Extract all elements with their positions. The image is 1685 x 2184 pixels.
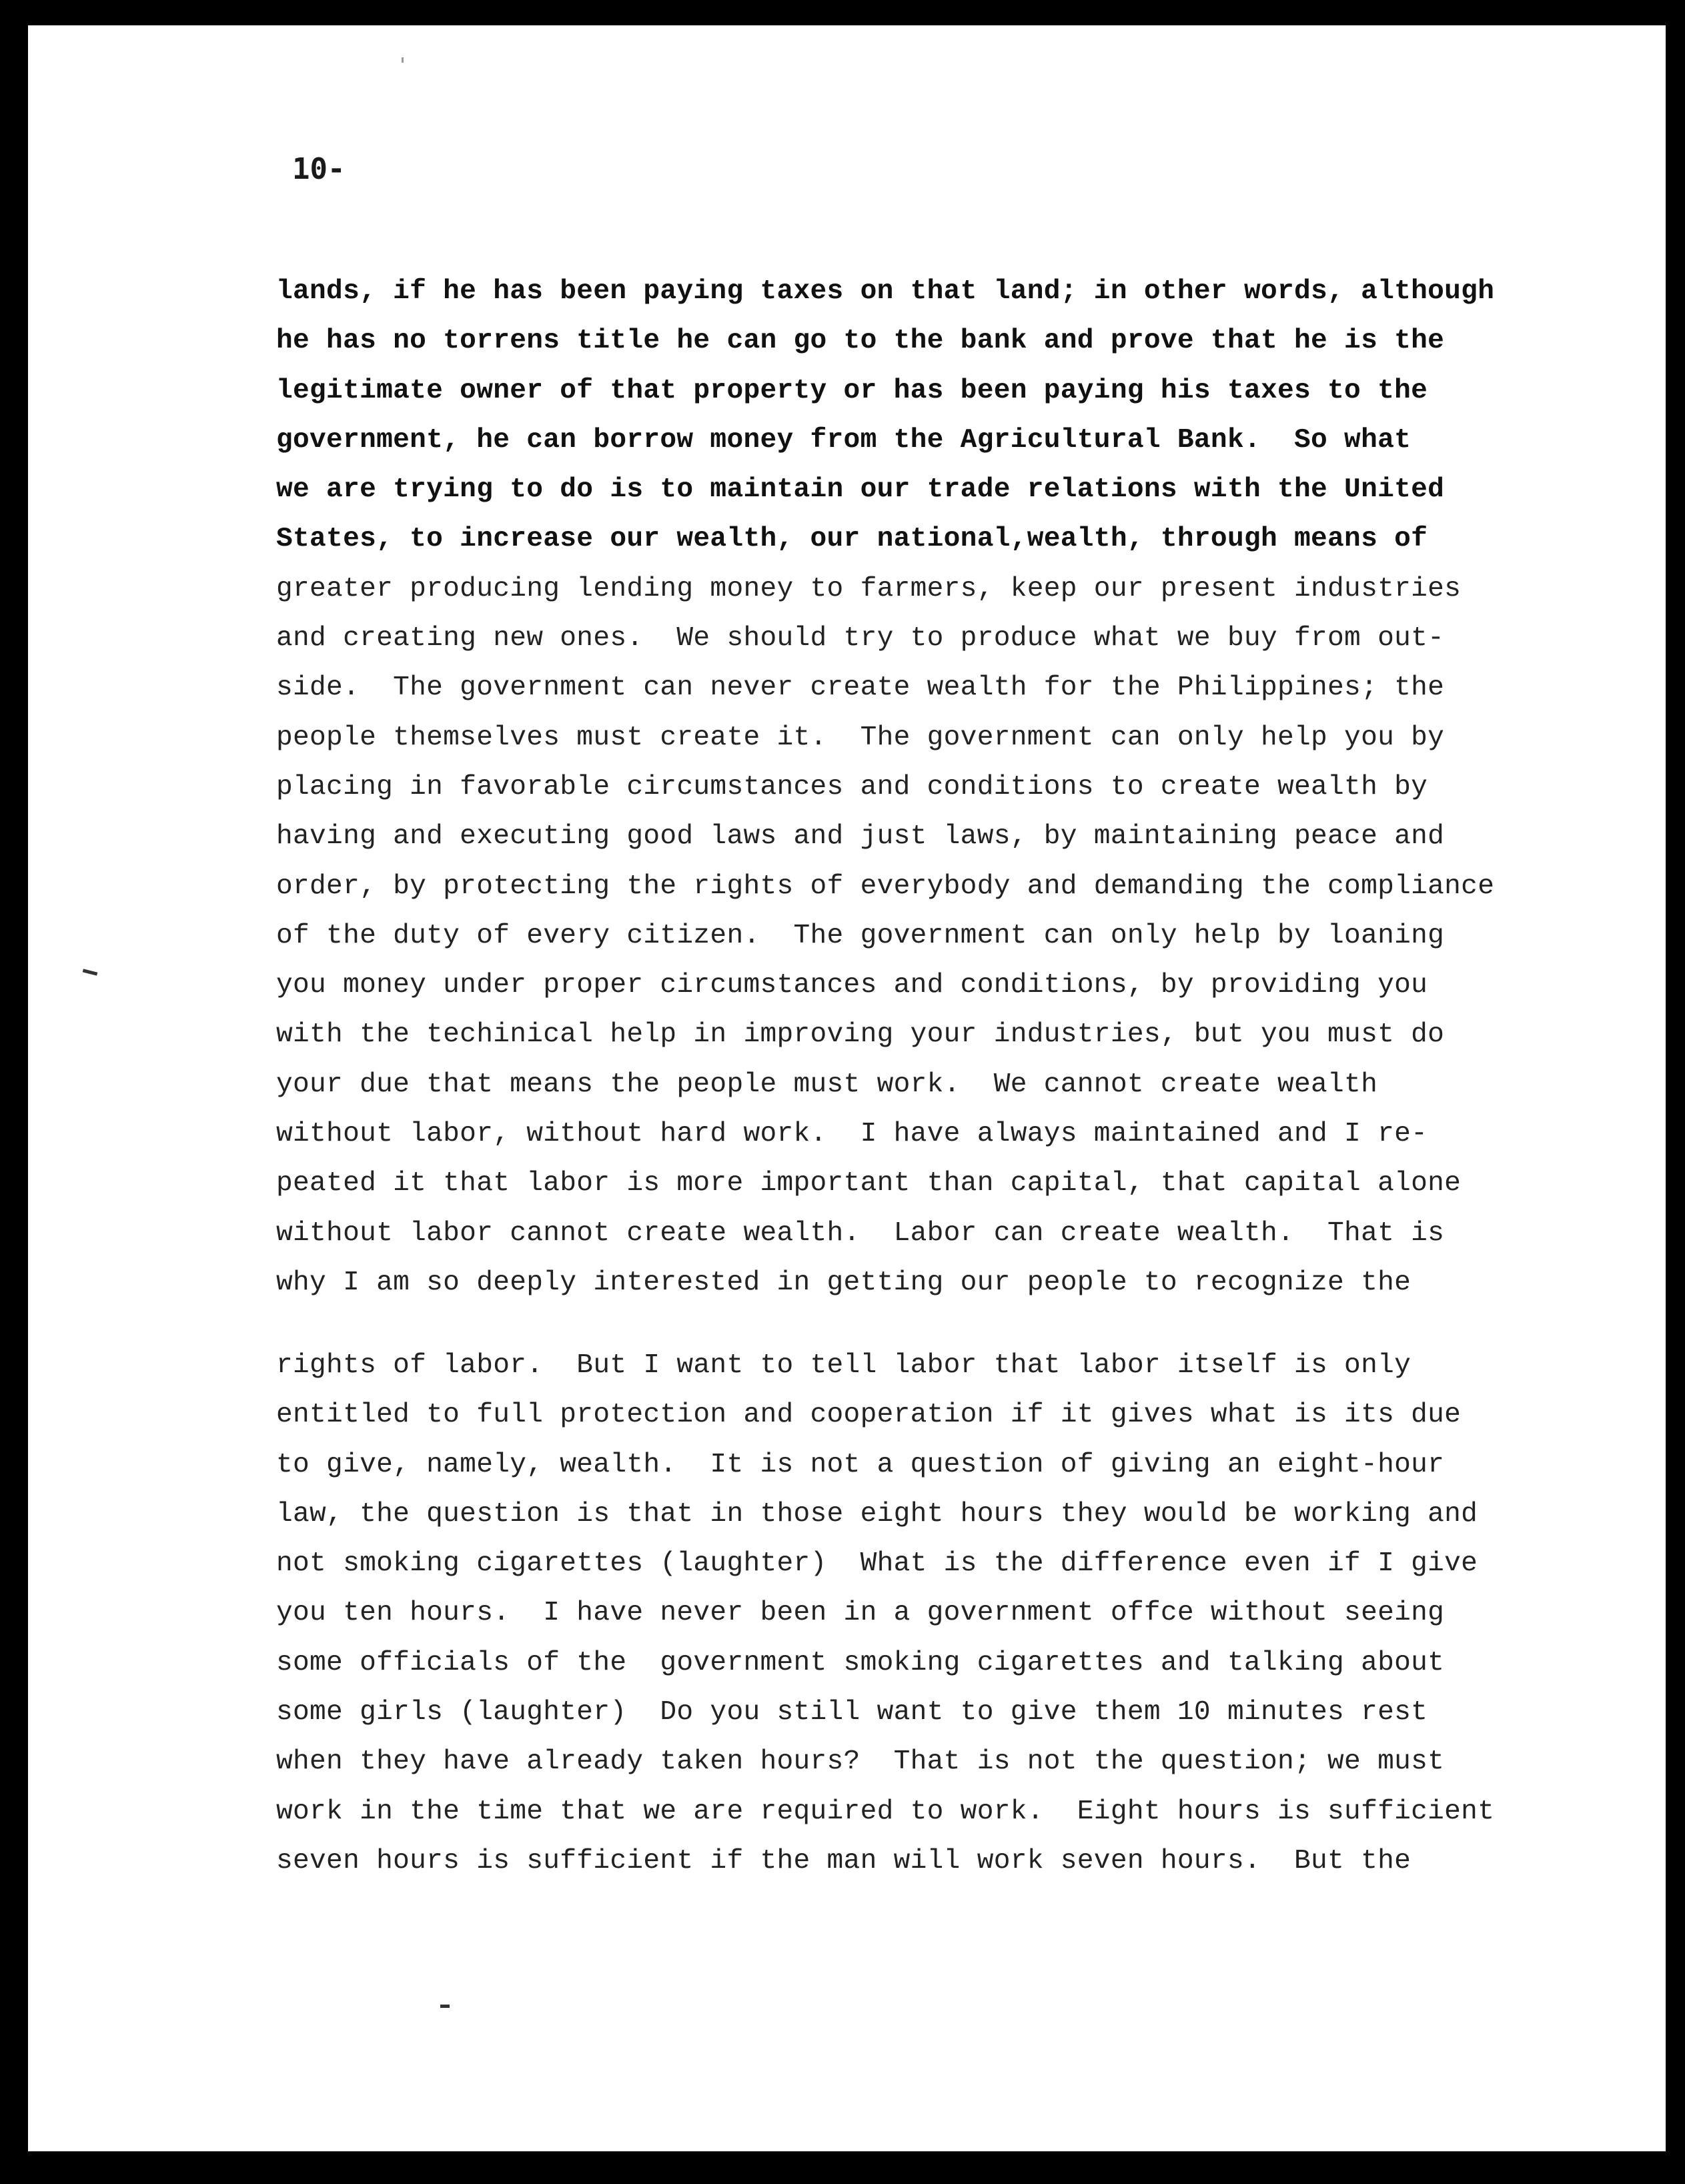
text-line: States, to increase our wealth, our national,wealth, through means of xyxy=(276,524,1428,555)
text-line: greater producing lending money to farmers, keep our present industries xyxy=(276,573,1462,604)
stray-mark xyxy=(440,2005,450,2008)
stray-mark xyxy=(402,57,404,63)
text-line: some girls (laughter) Do you still want to give them 10 minutes rest xyxy=(276,1697,1428,1728)
text-line: entitled to full protection and cooperation if it gives what is its due xyxy=(276,1400,1462,1431)
text-line: your due that means the people must work. We cannot create wealth xyxy=(276,1069,1378,1100)
text-line: having and executing good laws and just laws, by maintaining peace and xyxy=(276,821,1445,853)
paragraph-1 xyxy=(276,267,1494,1307)
document-page xyxy=(28,25,1666,2151)
text-line: lands, if he has been paying taxes on that land; in other words, although xyxy=(276,276,1495,307)
text-line: government, he can borrow money from the Agricultural Bank. So what xyxy=(276,424,1412,456)
text-line: work in the time that we are required to work. Eight hours is sufficient xyxy=(276,1796,1495,1827)
text-line: peated it that labor is more important than capital, that capital alone xyxy=(276,1168,1462,1199)
text-line: not smoking cigarettes (laughter) What is the difference even if I give xyxy=(276,1548,1478,1580)
text-line: side. The government can never create wealth for the Philippines; the xyxy=(276,672,1445,704)
text-line: without labor, without hard work. I have always maintained and I re- xyxy=(276,1119,1428,1150)
text-line: order, by protecting the rights of everybody and demanding the compliance xyxy=(276,871,1495,902)
text-line: placing in favorable circumstances and conditions to create wealth by xyxy=(276,771,1428,802)
margin-tick-mark xyxy=(83,969,98,975)
page-number: 10- xyxy=(292,152,346,186)
text-line: with the techinical help in improving your industries, but you must do xyxy=(276,1019,1445,1051)
text-line: of the duty of every citizen. The government can only help by loaning xyxy=(276,920,1445,951)
text-line: why I am so deeply interested in getting our people to recognize the xyxy=(276,1267,1412,1298)
text-line: when they have already taken hours? That is not the question; we must xyxy=(276,1746,1445,1778)
text-line: we are trying to do is to maintain our trade relations with the United xyxy=(276,474,1445,506)
text-line: you ten hours. I have never been in a government offce without seeing xyxy=(276,1598,1445,1629)
text-line: without labor cannot create wealth. Labor can create wealth. That is xyxy=(276,1217,1445,1249)
text-line: law, the question is that in those eight hours they would be working and xyxy=(276,1498,1478,1530)
paragraph-2 xyxy=(276,1341,1494,1886)
text-line: to give, namely, wealth. It is not a question of giving an eight-hour xyxy=(276,1449,1445,1480)
text-line: and creating new ones. We should try to produce what we buy from out- xyxy=(276,623,1445,654)
text-line: legitimate owner of that property or has been paying his taxes to the xyxy=(276,375,1428,406)
text-line: you money under proper circumstances and conditions, by providing you xyxy=(276,970,1428,1001)
text-line: rights of labor. But I want to tell labor that labor itself is only xyxy=(276,1350,1412,1381)
text-line: seven hours is sufficient if the man will work seven hours. But the xyxy=(276,1845,1412,1876)
text-line: people themselves must create it. The government can only help you by xyxy=(276,722,1445,753)
text-line: some officials of the government smoking cigarettes and talking about xyxy=(276,1647,1445,1678)
text-line: he has no torrens title he can go to the bank and prove that he is the xyxy=(276,326,1445,357)
